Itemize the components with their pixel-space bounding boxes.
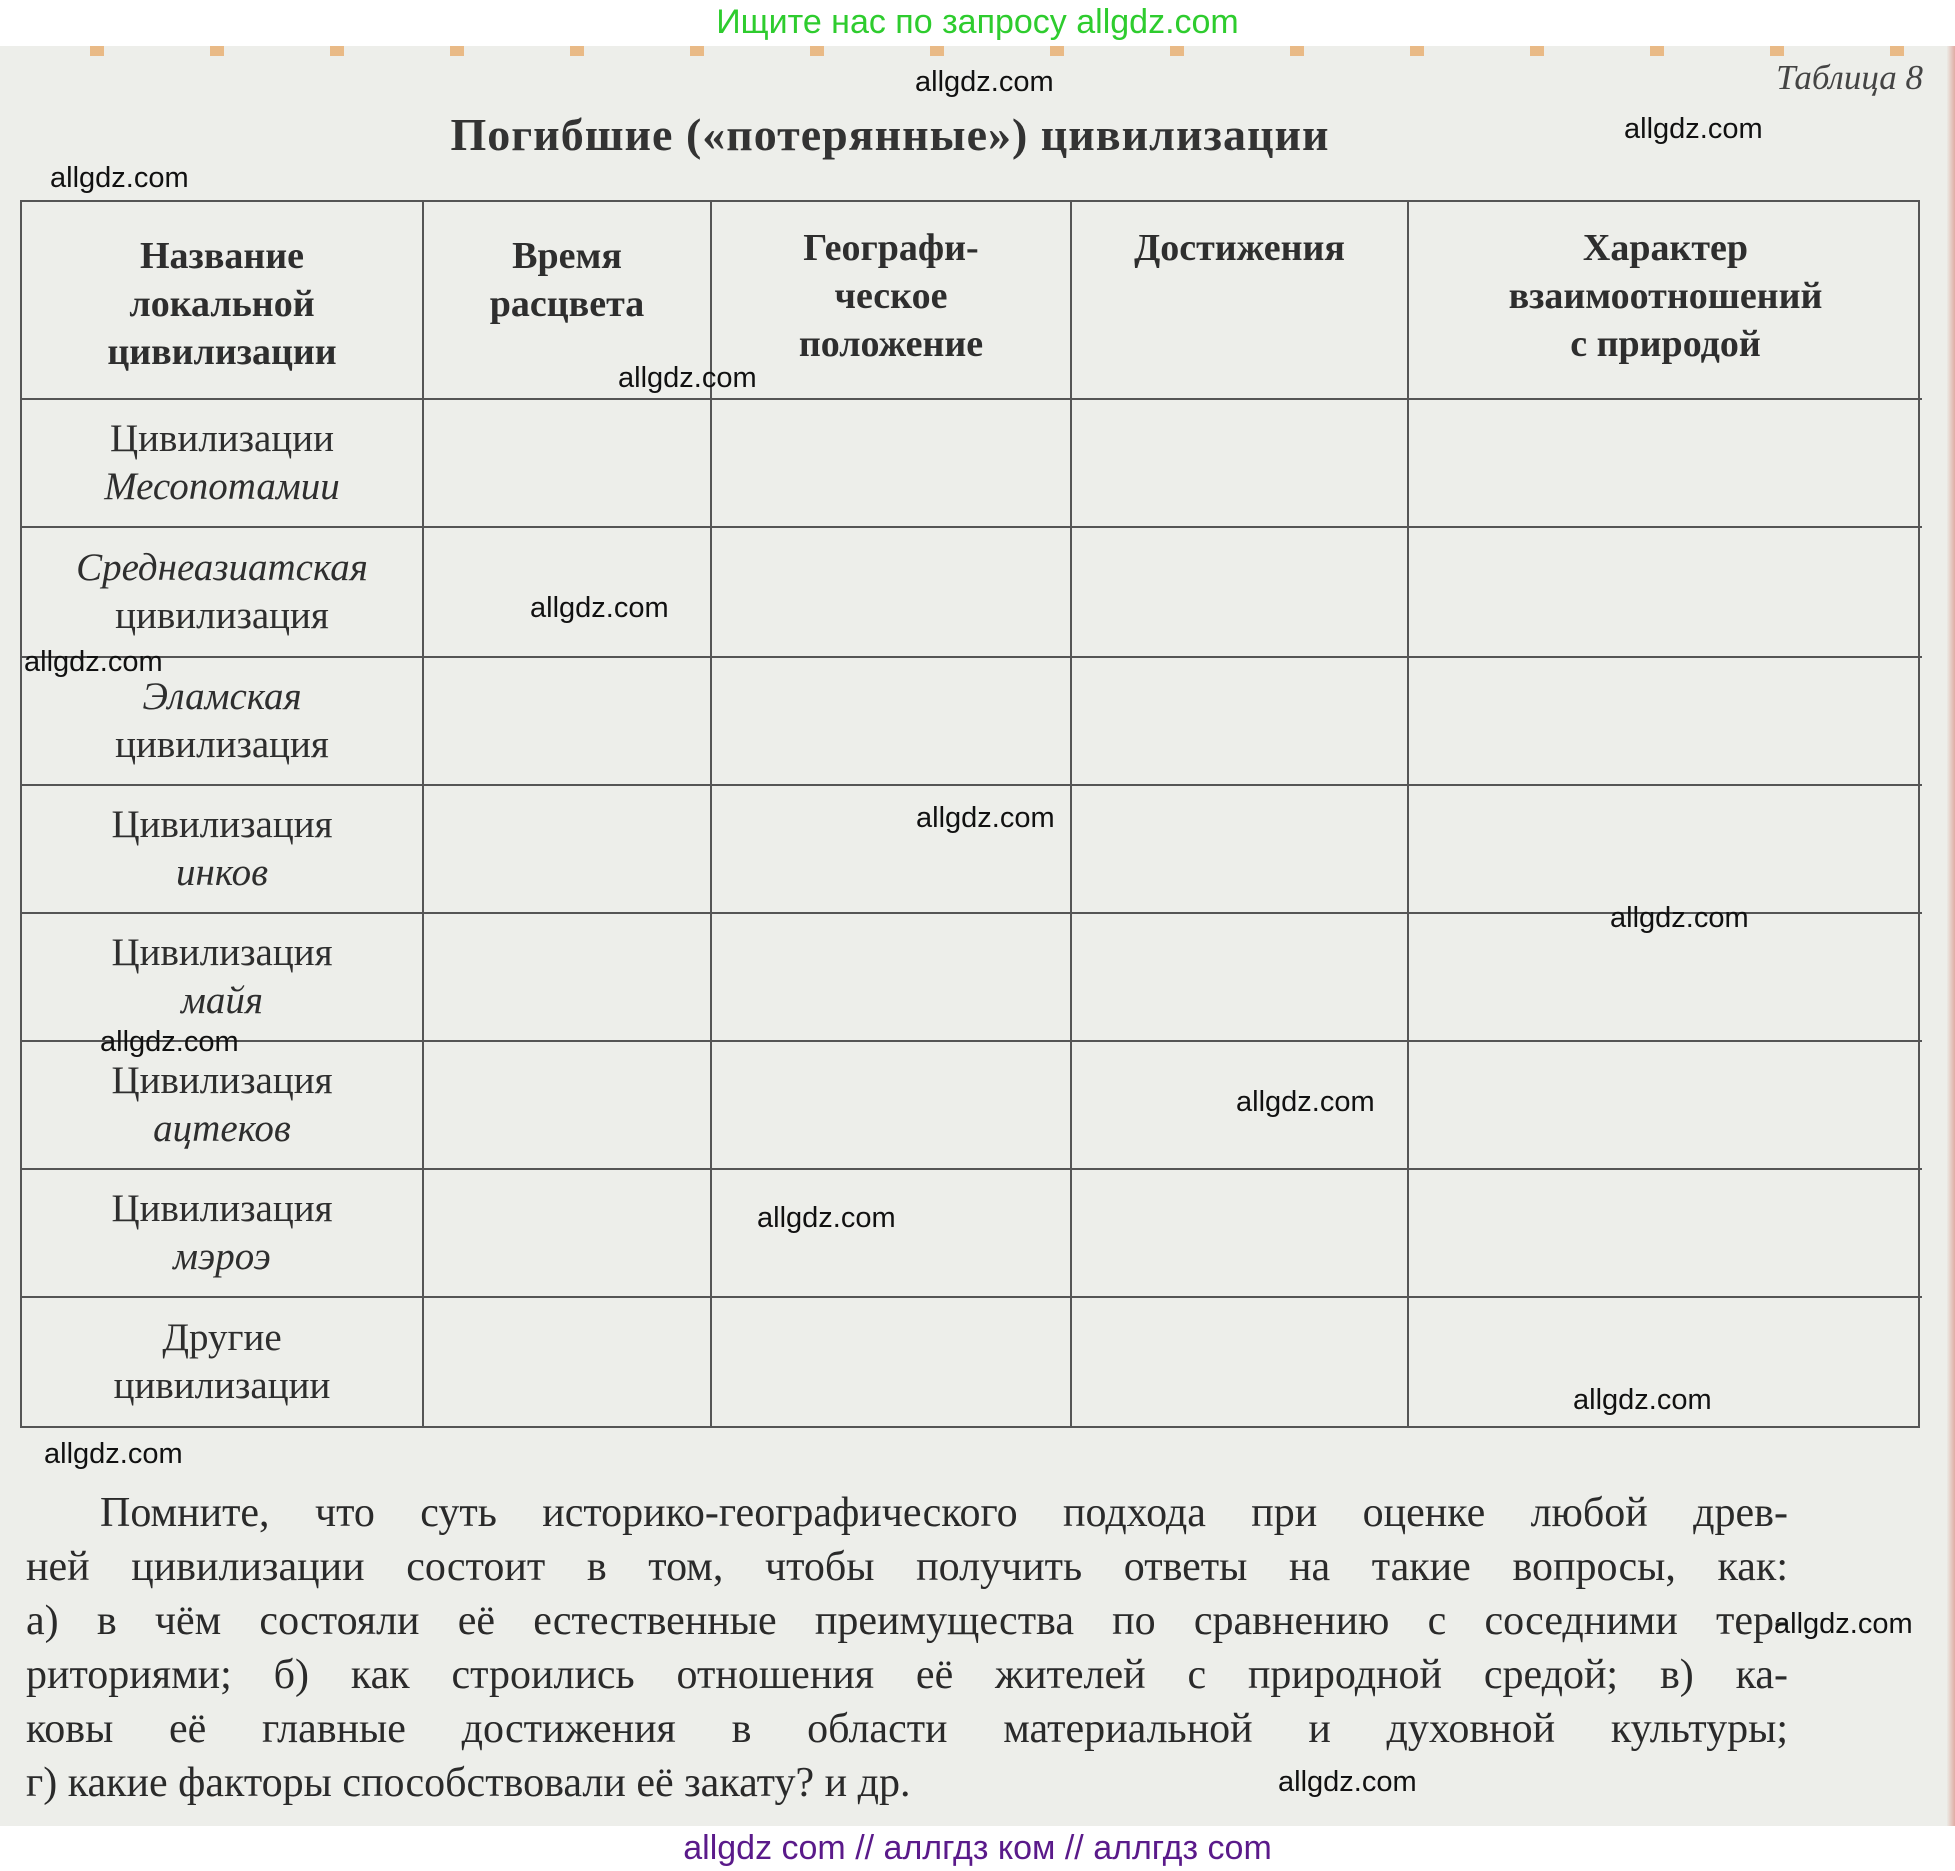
- row-name-line2: мэроэ: [173, 1235, 271, 1278]
- row-name-line2: цивилизация: [115, 723, 329, 766]
- empty-cell[interactable]: [1409, 658, 1922, 786]
- empty-cell[interactable]: [1072, 786, 1409, 914]
- row-name-line1: Цивилизации: [110, 417, 334, 460]
- watermark: allgdz.com: [916, 802, 1055, 834]
- paragraph-line: г) какие факторы способствовали её закату? и др.: [26, 1760, 911, 1806]
- empty-cell[interactable]: [424, 914, 712, 1042]
- empty-cell[interactable]: [1072, 528, 1409, 658]
- page-top-ornament: [0, 46, 1955, 56]
- empty-cell[interactable]: [712, 1042, 1072, 1170]
- row-name-line2: Месопотамии: [104, 465, 340, 508]
- row-name-line1: Эламская: [142, 675, 302, 718]
- empty-cell[interactable]: [1409, 1170, 1922, 1298]
- watermark: allgdz.com: [100, 1026, 239, 1058]
- empty-cell[interactable]: [712, 914, 1072, 1042]
- header-time-line: расцвета: [489, 283, 645, 325]
- row-name-cell: [22, 914, 424, 1042]
- row-name-cell: [22, 400, 424, 528]
- empty-cell[interactable]: [424, 1170, 712, 1298]
- paragraph-line: а) в чём состояли её естественные преимущества по сравнению с соседними тер-: [26, 1598, 1788, 1644]
- empty-cell[interactable]: [424, 400, 712, 528]
- watermark: allgdz.com: [915, 66, 1054, 98]
- watermark: allgdz.com: [1774, 1608, 1913, 1640]
- empty-cell[interactable]: [1409, 1042, 1922, 1170]
- header-name-line: цивилизации: [107, 331, 337, 373]
- watermark: allgdz.com: [44, 1438, 183, 1470]
- empty-cell[interactable]: [1072, 658, 1409, 786]
- row-name-cell: [22, 1042, 424, 1170]
- empty-cell[interactable]: [1072, 914, 1409, 1042]
- row-name-line1: Цивилизация: [111, 1187, 333, 1230]
- header-name-line: Название: [139, 235, 304, 277]
- header-achievements: [1072, 202, 1409, 400]
- empty-cell[interactable]: [712, 1298, 1072, 1426]
- header-name-line: локальной: [129, 283, 315, 325]
- header-geography: [712, 202, 1072, 400]
- watermark: allgdz.com: [1624, 113, 1763, 145]
- header-geo-line: ческое: [834, 275, 948, 317]
- row-name-line2: майя: [180, 979, 264, 1022]
- row-name-line2: инков: [175, 851, 269, 894]
- row-name-line1: Цивилизация: [111, 1059, 333, 1102]
- row-name-line2: ацтеков: [153, 1107, 291, 1150]
- empty-cell[interactable]: [712, 658, 1072, 786]
- watermark: allgdz.com: [1573, 1384, 1712, 1416]
- row-name-line1: Цивилизация: [111, 803, 333, 846]
- instruction-paragraph: [26, 1486, 1788, 1810]
- paragraph-line: ней цивилизации состоит в том, чтобы получить ответы на такие вопросы, как:: [26, 1544, 1788, 1590]
- page-edge: [1947, 46, 1955, 1826]
- empty-cell[interactable]: [1409, 786, 1922, 914]
- watermark: allgdz.com: [530, 592, 669, 624]
- watermark: allgdz.com: [50, 162, 189, 194]
- top-banner[interactable]: Ищите нас по запросу allgdz.com: [716, 3, 1239, 41]
- row-name-cell: [22, 528, 424, 658]
- watermark: allgdz.com: [1236, 1086, 1375, 1118]
- empty-cell[interactable]: [1072, 1298, 1409, 1426]
- row-name-cell: [22, 786, 424, 914]
- watermark: allgdz.com: [24, 646, 163, 678]
- header-nature-line: с природой: [1570, 323, 1761, 365]
- header-geo-line: положение: [798, 323, 984, 365]
- row-name-line1: Цивилизация: [111, 931, 333, 974]
- empty-cell[interactable]: [1409, 528, 1922, 658]
- header-nature-line: взаимоотношений: [1508, 275, 1823, 317]
- watermark: allgdz.com: [1278, 1766, 1417, 1798]
- page-title: Погибшие («потерянные») цивилизации: [450, 109, 1330, 160]
- empty-cell[interactable]: [1409, 400, 1922, 528]
- empty-cell[interactable]: [424, 658, 712, 786]
- table-number-label: Таблица 8: [1776, 58, 1923, 97]
- watermark: allgdz.com: [1610, 902, 1749, 934]
- empty-cell[interactable]: [712, 400, 1072, 528]
- header-time-line: Время: [512, 235, 622, 277]
- paragraph-line: Помните, что суть историко-географического подхода при оценке любой древ-: [100, 1490, 1788, 1536]
- row-name-cell: [22, 1170, 424, 1298]
- empty-cell[interactable]: [1072, 400, 1409, 528]
- empty-cell[interactable]: [424, 786, 712, 914]
- header-ach-line: Достижения: [1134, 227, 1345, 269]
- header-nature-line: Характер: [1582, 227, 1749, 269]
- empty-cell[interactable]: [712, 528, 1072, 658]
- empty-cell[interactable]: [424, 1298, 712, 1426]
- empty-cell[interactable]: [1072, 1170, 1409, 1298]
- row-name-line1: Другие: [162, 1316, 282, 1359]
- empty-cell[interactable]: [424, 1042, 712, 1170]
- header-geo-line: Географи-: [803, 227, 979, 269]
- row-name-line2: цивилизация: [115, 594, 329, 637]
- header-nature-relations: [1409, 202, 1922, 400]
- header-name: [22, 202, 424, 400]
- paragraph-line: риториями; б) как строились отношения её жителей с природной средой; в) ка-: [26, 1652, 1788, 1698]
- watermark: allgdz.com: [618, 362, 757, 394]
- row-name-line1: Среднеазиатская: [76, 546, 368, 589]
- paragraph-line: ковы её главные достижения в области материальной и духовной культуры;: [26, 1706, 1788, 1752]
- row-name-line2: цивилизации: [113, 1364, 331, 1407]
- bottom-banner[interactable]: allgdz com // аллгдз ком // аллгдз com: [0, 1826, 1955, 1871]
- watermark: allgdz.com: [757, 1202, 896, 1234]
- row-name-cell: [22, 1298, 424, 1426]
